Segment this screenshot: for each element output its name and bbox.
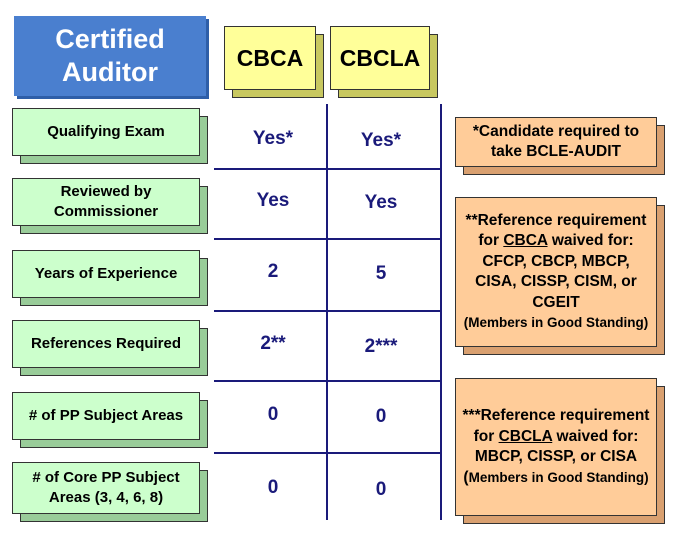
row-label-years-of-experience: Years of Experience (12, 250, 208, 306)
column-header-cbcla: CBCLA (330, 26, 438, 98)
grid-line-horizontal-5 (214, 452, 442, 454)
note-cbcla-text: ***Reference requirement for CBCLA waived for: MBCP, CISSP, or CISA (462, 407, 650, 465)
cell-cbca-years: 2 (267, 261, 279, 282)
cell-cbca-qualifying-exam: Yes* (252, 128, 294, 149)
note-cbca-text: **Reference requirement for CBCA waived for: CFCP, CBCP, MBCP, CISA, CISSP, CISM, or CGEIT (465, 211, 647, 311)
cell-cbcla-qualifying-exam: Yes* (360, 130, 402, 151)
note-cbca-member-text: (Members in Good Standing) (463, 315, 649, 330)
title-box (14, 16, 206, 96)
cell-cbcla-references: 2*** (364, 336, 398, 357)
grid-line-horizontal-2 (214, 238, 442, 240)
note-cbca-references (455, 197, 665, 355)
grid-line-vertical-2 (440, 104, 442, 520)
row-label-pp-subject-areas: # of PP Subject Areas (12, 392, 208, 448)
cell-cbca-references: 2** (260, 333, 286, 354)
cell-cbcla-years: 5 (375, 263, 387, 284)
cell-cbca-core-pp-areas: 0 (267, 477, 279, 498)
cell-cbcla-pp-areas: 0 (375, 406, 387, 427)
row-label-qualifying-exam: Qualifying Exam (12, 108, 208, 164)
row-label-reviewed-by-commissioner: Reviewed by Commissioner (12, 178, 208, 234)
note-cbcla-references (455, 378, 665, 524)
cell-cbcla-reviewed: Yes (364, 192, 398, 213)
note-cbca-term: CBCA (503, 232, 548, 249)
cell-cbca-reviewed: Yes (256, 190, 290, 211)
title-text: Certified Auditor (55, 24, 165, 87)
row-label-core-pp-subject-areas: # of Core PP Subject Areas (3, 4, 6, 8) (12, 462, 208, 522)
grid-line-horizontal-4 (214, 380, 442, 382)
note-exam: *Candidate required to take BCLE-AUDIT (455, 117, 665, 175)
grid-line-vertical-1 (326, 104, 328, 520)
note-cbcla-member-text: (Members in Good Standing) (463, 468, 649, 486)
note-cbcla-term: CBCLA (498, 427, 553, 445)
column-header-cbca: CBCA (224, 26, 324, 98)
cell-cbca-pp-areas: 0 (267, 404, 279, 425)
grid-line-horizontal-1 (214, 168, 442, 170)
row-label-references-required: References Required (12, 320, 208, 376)
cell-cbcla-core-pp-areas: 0 (375, 479, 387, 500)
grid-line-horizontal-3 (214, 310, 442, 312)
